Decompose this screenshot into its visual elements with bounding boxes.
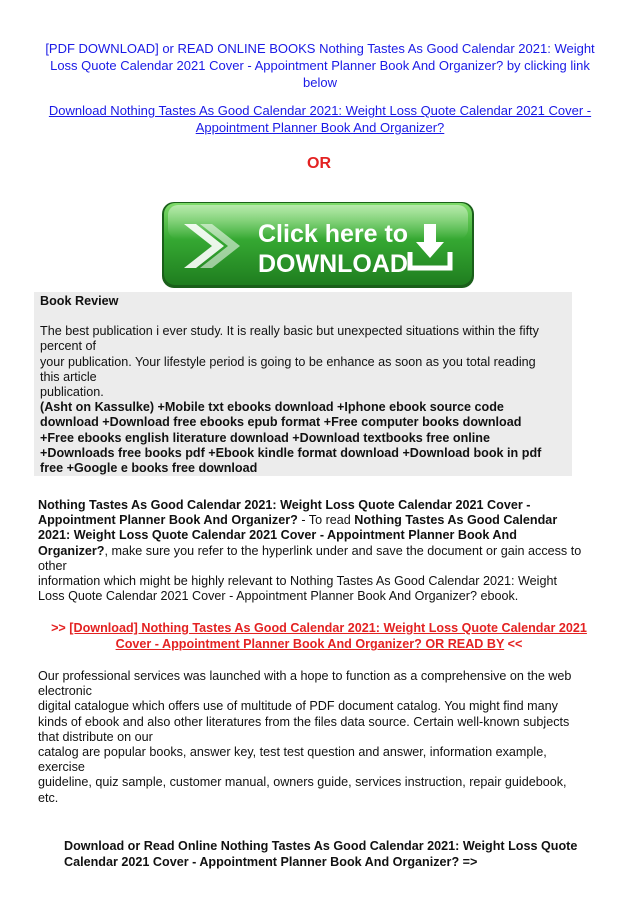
service-description (38, 669, 604, 806)
description-line: catalog are popular books, answer key, test test question and answer, information example, (38, 745, 547, 760)
description-line: Our professional services was launched with a hope to function as a comprehensive on the web (38, 669, 572, 683)
review-line: The best publication i ever study. It is really basic but unexpected situations within the fifty (40, 324, 539, 339)
description-line: electronic (38, 684, 92, 699)
book-title-bold: 2021: Weight Loss Quote Calendar 2021 Cover - Appointment Planner Book And (38, 528, 517, 543)
book-title-bold: Nothing Tastes As Good Calendar 2021: Weight Loss Quote Calendar 2021 Cover - (38, 498, 531, 512)
intro-text: - To read (297, 513, 355, 528)
intro-text: other (38, 558, 67, 573)
description-line: kinds of ebook and also other literatures from the files data source. Certain well-known subjects (38, 714, 570, 729)
download-read-link[interactable]: Cover - Appointment Planner Book And Organizer? OR READ BY (115, 637, 505, 651)
description-line: etc. (38, 790, 59, 805)
book-title-bold: Nothing Tastes As Good Calendar (354, 513, 558, 528)
keywords-line: download +Download free ebooks epub format +Free computer books download (40, 415, 522, 430)
review-line: this article (40, 369, 97, 384)
footer-call-to-action (64, 838, 604, 870)
intro-text: Loss Quote Calendar 2021 Cover - Appointment Planner Book And Organizer? ebook. (38, 589, 519, 604)
download-read-link[interactable]: [Download] Nothing Tastes As Good Calendar 2021: Weight Loss Quote Calendar 2021 (69, 621, 587, 635)
download-link[interactable]: Download Nothing Tastes As Good Calendar 2021: Weight Loss Quote Calendar 2021 Cover - Appointment Planner Book And Organizer? (48, 103, 592, 135)
description-line: digital catalogue which offers use of multitude of PDF document catalog. You might find many (38, 699, 558, 714)
review-line: your publication. Your lifestyle period is going to be enhance as soon as you total reading (40, 354, 536, 369)
keywords-line: +Downloads free books pdf +Ebook kindle format download +Download book in pdf (40, 445, 542, 460)
intro-text: , make sure you refer to the hyperlink under and save the document or gain access to (104, 543, 582, 558)
click-to-download-button[interactable] (160, 200, 476, 292)
book-title-bold: Organizer? (38, 543, 105, 558)
download-button-line1: Click here to (258, 220, 409, 248)
link-suffix: << (504, 637, 523, 651)
read-online-link-container (40, 620, 598, 652)
download-button-graphic (160, 200, 476, 292)
footer-line: Calendar 2021 Cover - Appointment Planner Book And Organizer? => (64, 855, 478, 869)
keywords-line: +Free ebooks english literature download +Download textbooks free online (40, 430, 490, 445)
description-line: exercise (38, 760, 85, 775)
description-line: guideline, quiz sample, customer manual, owners guide, services instruction, repair guidebook, (38, 775, 567, 790)
intro-paragraph (38, 498, 604, 604)
book-title-bold: Appointment Planner Book And Organizer? (38, 513, 298, 528)
description-line: that distribute on our (38, 729, 153, 744)
or-separator: OR (307, 155, 331, 172)
page-header-title: [PDF DOWNLOAD] or READ ONLINE BOOKS Nothing Tastes As Good Calendar 2021: Weight Loss Quote Calendar 2021 Cover - Appointment Planner Book And Organizer? by clicking link below (45, 41, 595, 90)
review-line: publication. (40, 385, 104, 400)
book-review-box (34, 292, 572, 476)
link-prefix: >> (51, 621, 70, 635)
footer-line: Download or Read Online Nothing Tastes As Good Calendar 2021: Weight Loss Quote (64, 839, 578, 853)
book-review-title: Book Review (40, 294, 119, 308)
keywords-line: free +Google e books free download (40, 461, 258, 476)
review-line: percent of (40, 339, 97, 354)
download-button-line2: DOWNLOAD (258, 250, 408, 278)
download-link-container (42, 102, 598, 136)
keywords-line: (Asht on Kassulke) +Mobile txt ebooks download +Iphone ebook source code (40, 400, 504, 415)
intro-text: information which might be highly relevant to Nothing Tastes As Good Calendar 2021: Weight (38, 574, 557, 589)
